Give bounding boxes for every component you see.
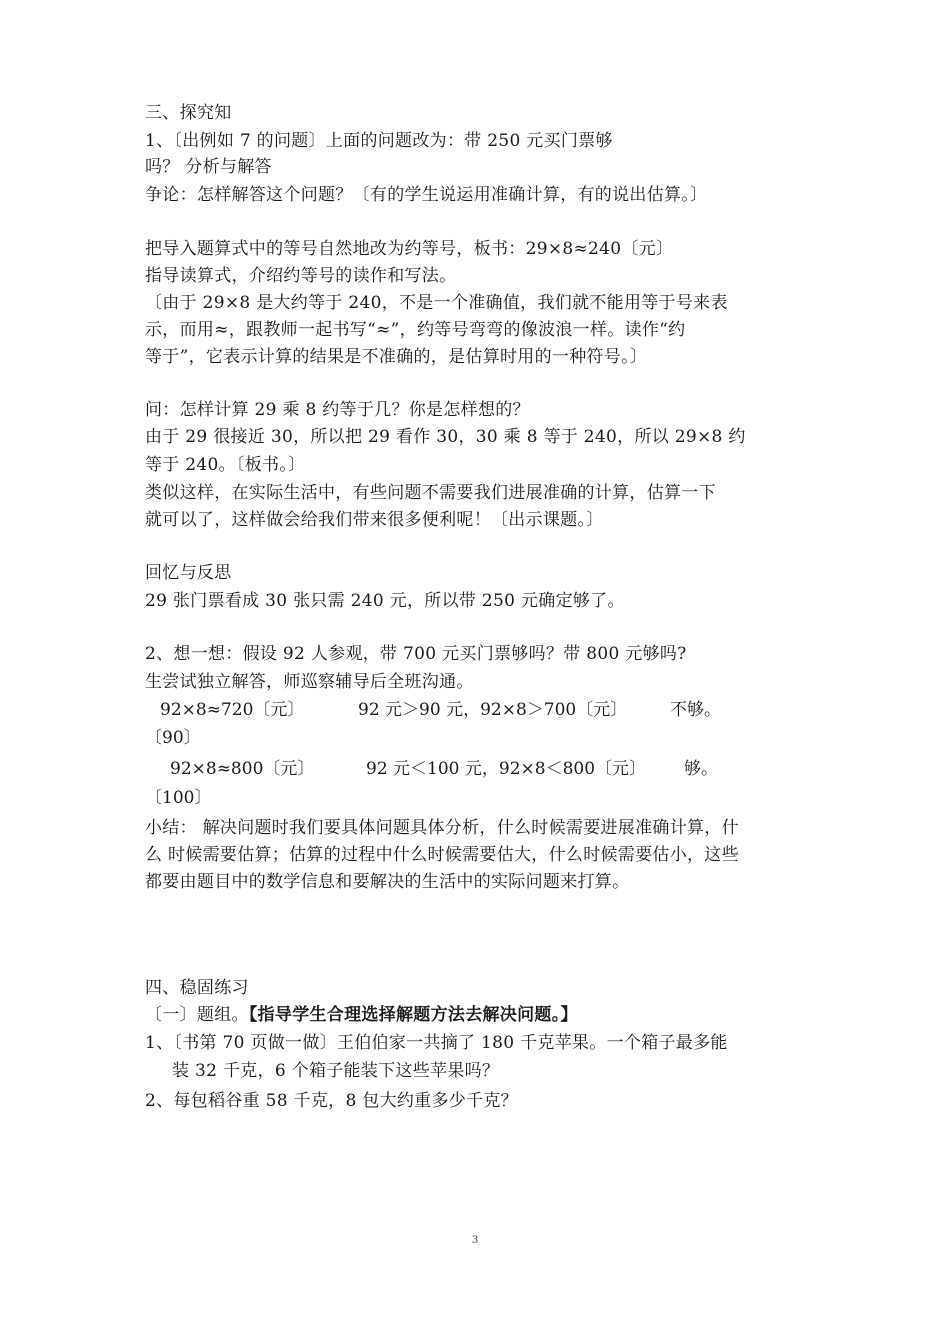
exercise2: 2、每包稻谷重 58 千克，8 包大约重多少千克？ (145, 1091, 518, 1111)
page-number: 3 (471, 1235, 479, 1246)
summary-line3: 都要由题目中的数学信息和要解决的生活中的实际问题来打算。 (145, 872, 630, 892)
section4-heading: 四、稳固练习 (145, 978, 249, 998)
answer-line2: 等于 240。〔板书。〕 (145, 455, 306, 475)
explanation-line2: 示，而用≈，跟教师一起书写“≈”，约等号弯弯的像波浪一样。读作“约 (145, 320, 686, 340)
question1-line1: 1、〔出例如 7 的问题〕上面的问题改为：带 250 元买门票够 (145, 131, 613, 151)
guide-text: 指导读算式，介绍约等号的读作和写法。 (145, 266, 457, 286)
exercise-group-prefix: 〔一〕题组。 (145, 1005, 249, 1025)
calc2-comparison: 92 元＜100 元，92×8＜800〔元〕 (366, 759, 647, 779)
summary-line1: 小结： 解决问题时我们要具体问题具体分析，什么时候需要进展准确计算，什 (145, 818, 739, 838)
explanation-line1: 〔由于 29×8 是大约等于 240，不是一个准确值，我们就不能用等于号来表 (145, 293, 728, 313)
question2-line2: 生尝试独立解答，师巡察辅导后全班沟通。 (145, 672, 474, 692)
answer-line1: 由于 29 很接近 30，所以把 29 看作 30，30 乘 8 等于 240，所以 29×8 约 (145, 427, 746, 447)
review-heading: 回忆与反思 (145, 563, 232, 583)
question1-line2: 吗？ 分析与解答 (145, 157, 272, 177)
calc1-note: 〔90〕 (145, 728, 201, 748)
debate-text: 争论：怎样解答这个问题？〔有的学生说运用准确计算，有的说出估算。〕 (145, 185, 708, 205)
calc2-note: 〔100〕 (145, 788, 212, 808)
similar-line1: 类似这样，在实际生活中，有些问题不需要我们进展准确的计算，估算一下 (145, 483, 716, 503)
exercise-group-instruction: 【指导学生合理选择解题方法去解决问题。】 (248, 1005, 578, 1025)
calc2-estimate: 92×8≈800〔元〕 (170, 759, 315, 779)
calc1-result: 不够。 (670, 700, 721, 720)
calc2-result: 够。 (684, 759, 718, 779)
explanation-line3: 等于”，它表示计算的结果是不准确的，是估算时用的一种符号。〕 (145, 347, 648, 367)
exercise1-line2: 装 32 千克，6 个箱子能装下这些苹果吗？ (172, 1061, 500, 1081)
exercise-group (145, 1002, 578, 1028)
exercise1-line1: 1、〔书第 70 页做一做〕王伯伯家一共摘了 180 千克苹果。一个箱子最多能 (145, 1033, 728, 1053)
calc1-estimate: 92×8≈720〔元〕 (160, 700, 305, 720)
summary-line2: 么 时候需要估算；估算的过程中什么时候需要估大，什么时候需要估小，这些 (145, 845, 739, 865)
review-text: 29 张门票看成 30 张只需 240 元，所以带 250 元确定够了。 (145, 591, 625, 611)
calc1-comparison: 92 元＞90 元，92×8＞700〔元〕 (358, 700, 628, 720)
similar-line2: 就可以了，这样做会给我们带来很多便利呢！〔出示课题。〕 (145, 510, 604, 530)
section3-heading: 三、探究知 (145, 103, 232, 123)
board-writing-1: 把导入题算式中的等号自然地改为约等号，板书：29×8≈240〔元〕 (145, 239, 674, 259)
question-text: 问：怎样计算 29 乘 8 约等于几？你是怎样想的？ (145, 400, 530, 420)
question2-line1: 2、想一想：假设 92 人参观，带 700 元买门票够吗？带 800 元够吗? (145, 644, 687, 664)
